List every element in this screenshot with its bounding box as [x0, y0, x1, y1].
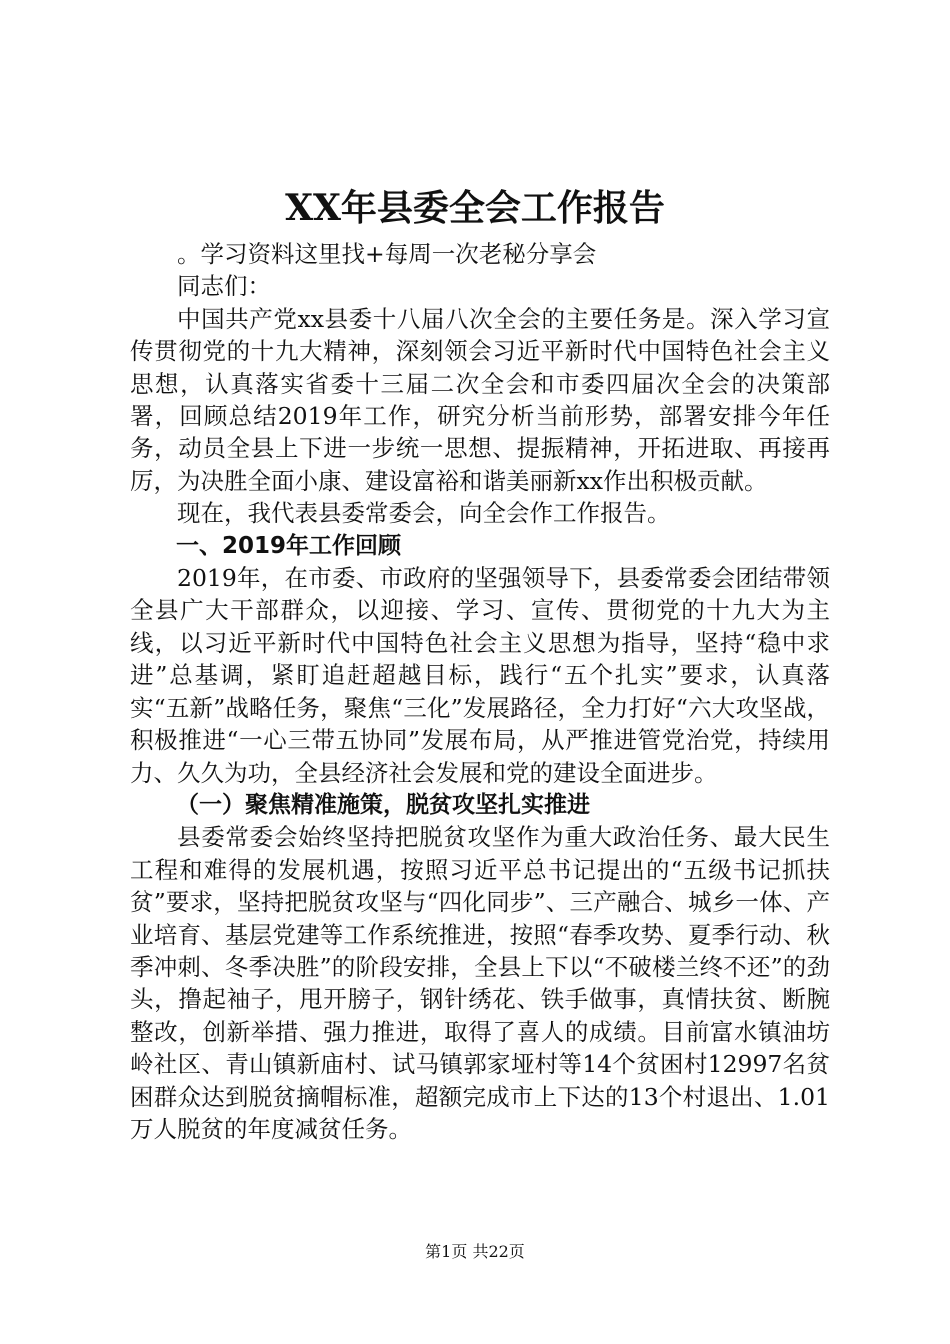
section-heading: 一、2019年工作回顾	[176, 532, 402, 559]
paragraph: 县委常委会始终坚持把脱贫攻坚作为重大政治任务、最大民生工程和难得的发展机遇，按照习近平总书记提出的“五级书记抓扶贫”要求，坚持把脱贫攻坚与“四化同步”、三产融合、城乡一体、产业培育、基层党建等工作系统推进，按照“春季攻势、夏季行动、秋季冲刺、冬季决胜”的阶段安排，全县上下以“不破楼兰终不还”的劲头，撸起袖子，甩开膀子，钢针绣花、铁手做事，真情扶贫、断腕整改，创新举措、强力推进，取得了喜人的成绩。目前富水镇油坊岭社区、青山镇新庙村、试马镇郭家垭村等14个贫困村12997名贫困群众达到脱贫摘帽标准，超额完成市上下达的13个村退出、1.01万人脱贫的年度减贫任务。	[130, 823, 830, 1143]
page-footer: 第1页 共22页	[425, 1242, 525, 1261]
salutation: 同志们：	[177, 272, 271, 301]
paragraph: 中国共产党xx县委十八届八次全会的主要任务是。深入学习宣传贯彻党的十九大精神，深刻领会习近平新时代中国特色社会主义思想，认真落实省委十三届二次全会和市委四届次全会的决策部署，回顾总结2019年工作，研究分析当前形势，部署安排今年任务，动员全县上下进一步统一思想、提振精神，开拓进取、再接再厉，为决胜全面小康、建设富裕和谐美丽新xx作出积极贡献。	[130, 304, 830, 495]
document-title: XX年县委全会工作报告	[285, 187, 665, 229]
paragraph: 现在，我代表县委常委会，向全会作工作报告。	[177, 499, 671, 528]
subsection-heading: （一）聚焦精准施策，脱贫攻坚扎实推进	[176, 791, 590, 818]
intro-line: 。学习资料这里找+每周一次老秘分享会	[177, 240, 597, 268]
paragraph: 2019年，在市委、市政府的坚强领导下，县委常委会团结带领全县广大干部群众，以迎接、学习、宣传、贯彻党的十九大为主线，以习近平新时代中国特色社会主义思想为指导，坚持“稳中求进”总基调，紧盯追赶超越目标，践行“五个扎实”要求，认真落实“五新”战略任务，聚焦“三化”发展路径，全力打好“六大攻坚战，积极推进“一心三带五协同”发展布局，从严推进管党治党，持续用力、久久为功，全县经济社会发展和党的建设全面进步。	[130, 564, 830, 787]
document-body	[130, 238, 830, 1145]
